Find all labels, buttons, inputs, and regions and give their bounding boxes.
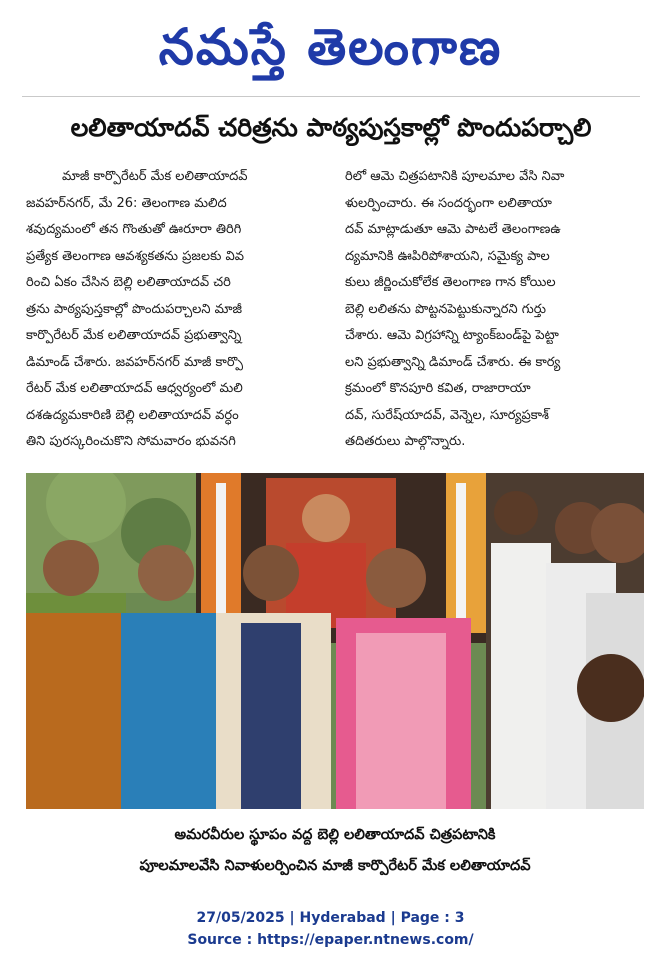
article-line: చేశారు. ఆమె విగ్రహాన్ని ట్యాంక్‌బండ్‌పై పెట్టా [345, 328, 559, 343]
article-line: తిని పురస్కరించుకొని సోమవారం భువనగి [26, 434, 236, 449]
article-line: రేటర్ మేక లలితాయాదవ్ ఆధ్వర్యంలో మలి [26, 381, 243, 396]
caption-line: అమరవీరుల స్థూపం వద్ద బెల్లి లలితాయాదవ్ చిత్రపటానికి [174, 827, 496, 843]
article-line: దవ్ మాట్లాడుతూ ఆమె పాటలే తెలంగాణఉ [345, 222, 561, 237]
caption-line: పూలమాలవేసి నివాళులర్పించిన మాజీ కార్పొరేటర్ మేక లలితాయాదవ్ [139, 858, 531, 874]
divider-top [22, 96, 640, 97]
article-line: లని ప్రభుత్వాన్ని డిమాండ్ చేశారు. ఈ కార్య [345, 354, 561, 370]
footer-source: Source : https://epaper.ntnews.com/ [187, 932, 474, 948]
article-line: శవుద్యమంలో తన గొంతుతో ఊరూరా తిరిగి [26, 222, 242, 237]
article-line: త్రను పాఠ్యపుస్తకాల్లో పొందుపర్చాలని మాజీ [26, 301, 243, 317]
article-line: డిమాండ్ చేశారు. జవహర్‌నగర్ మాజీ కార్పొ [26, 354, 243, 370]
footer-date-location: 27/05/2025 | Hyderabad | Page : 3 [196, 910, 465, 926]
article-line: ద్యమానికి ఊపిరిపోశాయని, సమైక్య పాల [345, 248, 550, 264]
article-line: ప్రత్యేక తెలంగాణ ఆవశ్యకతను ప్రజలకు వివ [26, 248, 245, 264]
article-line: దశఉద్యమకారిణి బెల్లి లలితాయాదవ్ వర్ధం [26, 407, 239, 423]
article-line: రిలో ఆమె చిత్రపటానికి పూలమాల వేసి నివా [345, 169, 565, 184]
article-line: జవహర్‌నగర్, మే 26: తెలంగాణ మలిద [26, 195, 227, 211]
article-line: క్రమంలో కొనపూరి కవిత, రాజారాయా [345, 381, 531, 396]
article-line: దవ్, సురేష్‌యాదవ్, వెన్నెల, సూర్యప్రకాశ్ [345, 407, 549, 423]
article-line: తదితరులు పాల్గొన్నారు. [345, 434, 466, 449]
newspaper-masthead [0, 4, 661, 90]
article-line: ళులర్పించారు. ఈ సందర్భంగా లలితాయా [345, 195, 552, 211]
photo-caption [26, 820, 644, 882]
article-byline: మాజీ కార్పొరేటర్ మేక లలితాయాదవ్ [62, 169, 248, 184]
article-line: రించి ఏకం చేసిన బెల్లి లలితాయాదవ్ చరి [26, 275, 231, 290]
page-footer [0, 907, 661, 951]
news-photo [26, 473, 644, 809]
article-line: కులు జీర్ణించుకోలేక తెలంగాణ గాన కోయిల [345, 275, 556, 290]
masthead-title: నమస్తే తెలంగాణ [158, 18, 503, 76]
article-column-left [26, 164, 321, 456]
article-line: బెల్లి లలితను పొట్టనపెట్టుకున్నారని గుర్తు [345, 301, 547, 317]
article-column-right [345, 164, 639, 456]
article-line: కార్పొరేటర్ మేక లలితాయాదవ్ ప్రభుత్వాన్ని [26, 328, 242, 343]
article-headline: లలితాయాదవ్ చరిత్రను పాఠ్యపుస్తకాల్లో పొందుపర్చాలి [70, 113, 592, 142]
